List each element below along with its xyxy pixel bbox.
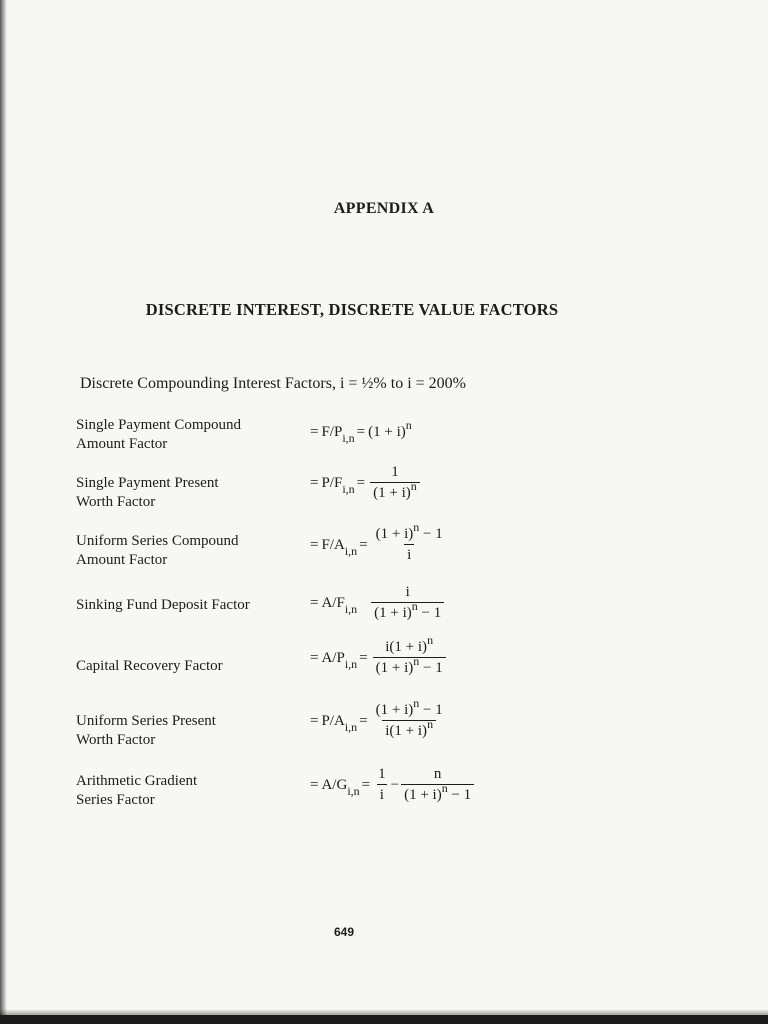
denominator	[370, 479, 420, 502]
factor-notation: P/A	[321, 712, 345, 729]
expr-minus-one: − 1	[451, 787, 472, 803]
factor-subscript: i,n	[347, 783, 360, 798]
expr-i-one-plus-i: i(1 + i)	[385, 639, 428, 655]
denominator: i	[377, 784, 387, 804]
numerator: 1	[378, 766, 386, 782]
expr-one-plus-i: (1 + i)	[404, 787, 442, 803]
exponent-n: n	[413, 654, 420, 668]
exponent-n: n	[427, 633, 434, 647]
factor-name	[76, 416, 241, 454]
factor-notation: F/A	[321, 536, 345, 553]
expr-minus-one: − 1	[423, 702, 443, 718]
exponent-n: n	[441, 781, 448, 795]
numerator: i	[405, 584, 410, 600]
numerator	[373, 696, 446, 720]
expr-one-plus-i: (1 + i)	[368, 424, 406, 440]
expr-one-plus-i: (1 + i)	[375, 702, 414, 718]
factor-name-line1: Capital Recovery Factor	[76, 658, 223, 674]
formula-p-a	[310, 696, 448, 740]
factor-name-line1: Single Payment Present	[76, 475, 219, 491]
fraction	[371, 584, 444, 622]
factor-subscript: i,n	[344, 543, 358, 558]
factor-subscript: i,n	[344, 601, 358, 616]
exponent-n: n	[413, 696, 420, 710]
scan-shadow-bottom	[0, 1015, 768, 1024]
denominator	[373, 654, 446, 677]
expr-one-plus-i: (1 + i)	[375, 660, 414, 676]
expr-minus-one: − 1	[421, 605, 442, 621]
factor-name	[76, 712, 216, 750]
fraction	[373, 520, 446, 564]
factor-name	[76, 772, 197, 810]
exponent-n: n	[411, 599, 418, 613]
formula-a-p	[310, 633, 448, 677]
section-title: DISCRETE INTEREST, DISCRETE VALUE FACTORS	[145, 300, 559, 319]
expr-one-plus-i: (1 + i)	[374, 605, 412, 621]
equals-sign: =	[310, 594, 319, 611]
formula-a-g	[310, 766, 476, 804]
factor-notation: A/G	[321, 776, 348, 793]
factor-name-line1: Arithmetic Gradient	[76, 773, 198, 789]
fraction	[375, 766, 389, 804]
factor-name	[76, 657, 223, 676]
factor-subscript: i,n	[344, 719, 358, 734]
numerator: n	[433, 766, 442, 782]
equals-sign: =	[310, 776, 319, 793]
numerator: 1	[391, 464, 399, 480]
expr-minus-one: − 1	[423, 526, 443, 542]
numerator	[382, 633, 436, 657]
denominator	[371, 599, 444, 622]
factor-subscript: i,n	[342, 431, 355, 445]
fraction	[370, 464, 420, 502]
expr-i-one-plus-i: i(1 + i)	[385, 723, 428, 739]
exponent-n: n	[427, 717, 434, 731]
exponent-n: n	[405, 418, 412, 432]
minus-sign: −	[390, 776, 400, 793]
factor-name-line2: Worth Factor	[76, 494, 156, 510]
formula-f-a	[310, 520, 448, 564]
denominator	[382, 717, 436, 740]
page-number: 649	[333, 925, 355, 939]
factor-name-line1: Uniform Series Compound	[76, 533, 239, 549]
factor-name-line2: Amount Factor	[76, 436, 168, 452]
factor-name	[76, 532, 239, 570]
equals-sign: =	[359, 536, 368, 553]
exponent-n: n	[410, 479, 417, 493]
equals-sign: =	[310, 712, 319, 729]
factor-name-line1: Single Payment Compound	[76, 417, 241, 433]
fraction	[373, 696, 446, 740]
factor-notation: A/F	[321, 594, 345, 611]
equals-sign: =	[310, 474, 319, 491]
factor-name-line2: Series Factor	[76, 792, 155, 808]
fraction	[373, 633, 446, 677]
factor-name	[76, 474, 219, 512]
factor-name	[76, 596, 250, 615]
formula-f-p	[310, 418, 412, 445]
intro-text: Discrete Compounding Interest Factors, i = ½% to i = 200%	[80, 375, 466, 392]
factor-notation: A/P	[321, 649, 345, 666]
equals-sign: =	[310, 536, 319, 553]
factor-notation: P/F	[321, 474, 343, 491]
denominator	[401, 781, 474, 804]
factor-name-line2: Worth Factor	[76, 732, 156, 748]
expr-minus-one: − 1	[423, 660, 443, 676]
denominator: i	[404, 544, 414, 564]
factor-name-line1: Uniform Series Present	[76, 713, 216, 729]
factor-name-line1: Sinking Fund Deposit Factor	[76, 597, 250, 613]
numerator	[373, 520, 446, 544]
expr-one-plus-i: (1 + i)	[373, 485, 411, 501]
scan-shadow-left	[0, 0, 7, 1024]
equals-sign: =	[356, 474, 366, 491]
appendix-title: APPENDIX A	[333, 200, 435, 217]
equals-sign: =	[356, 424, 366, 440]
exponent-n: n	[413, 520, 420, 534]
equals-sign: =	[361, 776, 371, 793]
equals-sign: =	[310, 649, 319, 666]
equals-sign: =	[359, 712, 368, 729]
equals-sign: =	[359, 649, 368, 666]
factor-notation: F/P	[321, 424, 343, 440]
factor-subscript: i,n	[342, 481, 355, 496]
factor-name-line2: Amount Factor	[76, 552, 168, 568]
factor-subscript: i,n	[344, 656, 358, 671]
expr-one-plus-i: (1 + i)	[375, 526, 414, 542]
formula-a-f	[310, 584, 446, 622]
formula-p-f	[310, 464, 422, 502]
equals-sign: =	[310, 424, 319, 440]
fraction	[401, 766, 474, 804]
